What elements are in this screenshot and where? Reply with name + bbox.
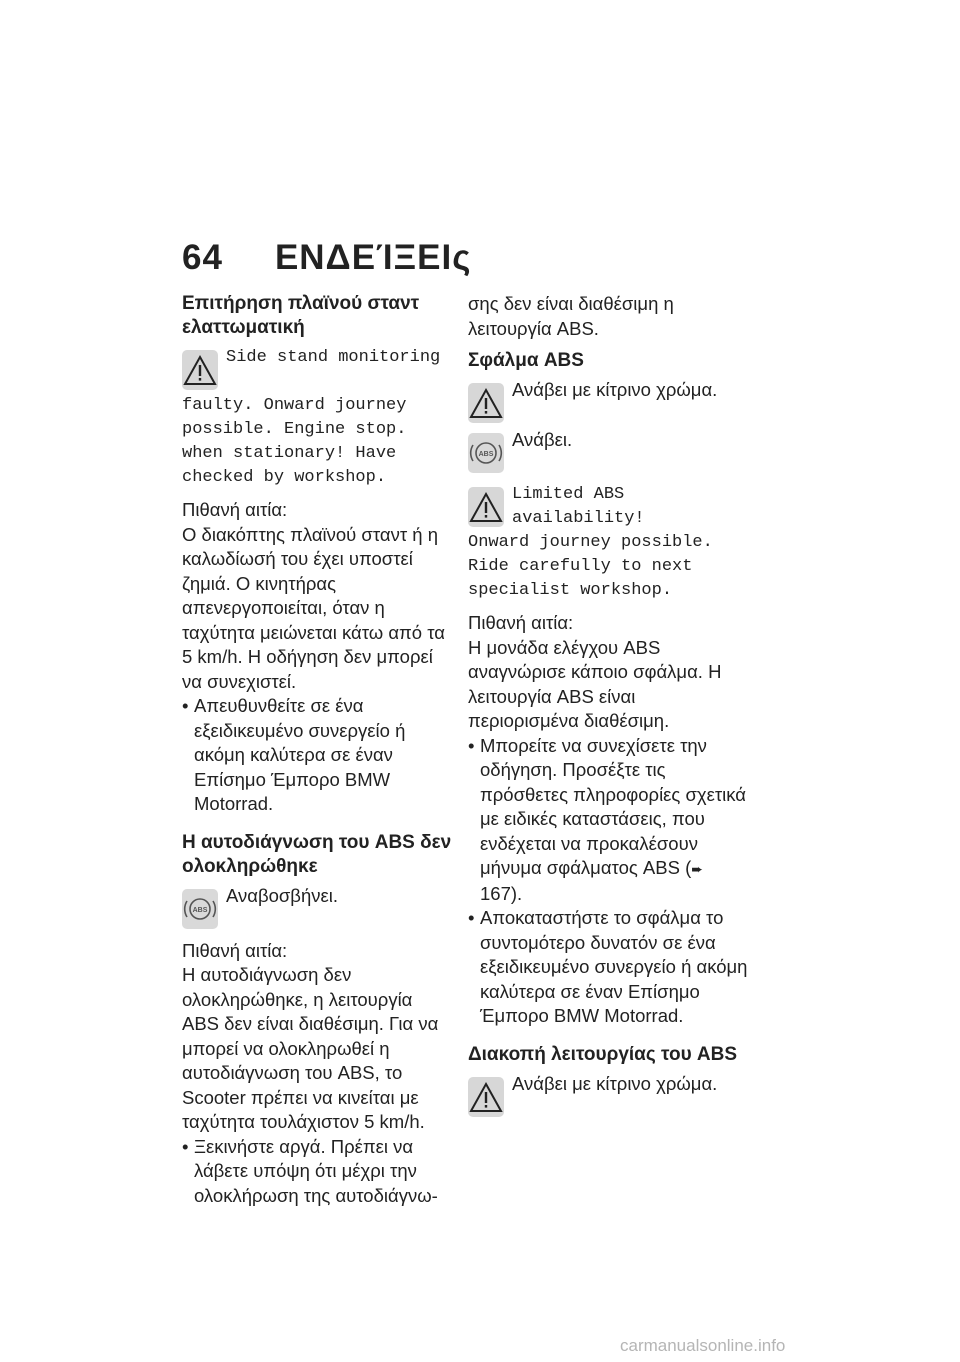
warning-triangle-icon — [468, 383, 504, 423]
cause-label: Πιθανή αιτία: — [182, 499, 288, 520]
page-number: 64 — [182, 238, 223, 277]
page-title — [182, 238, 471, 278]
chapter-title: ΕΝΔΕΊΞΕΙς — [274, 238, 472, 277]
warning-triangle-icon — [468, 487, 504, 527]
abs-fault-abs-status: Ανάβει. — [512, 429, 573, 450]
abs-selfdiag-status: Αναβοσβήνει. — [226, 884, 338, 906]
abs-off-warning-row — [468, 1073, 748, 1123]
abs-icon — [182, 889, 218, 929]
abs-fault-warning-row — [468, 379, 748, 429]
abs-off-warning-status: Ανάβει με κίτρινο χρώμα. — [512, 1072, 718, 1094]
abs-fault-abs-row — [468, 429, 748, 483]
side-stand-message-long: faulty. Onward journey possible. Engine stop. when stationary! Have checked by workshop. — [182, 396, 407, 487]
abs-fault-action-1 — [468, 734, 748, 907]
side-stand-warning-row — [182, 346, 452, 394]
cause-label: Πιθανή αιτία: — [468, 612, 574, 633]
right-column — [468, 292, 748, 1123]
svg-text:ABS: ABS — [192, 906, 208, 914]
continued-text: σης δεν είναι διαθέσιμη η λειτουργία ABS. — [468, 293, 674, 339]
section-heading-side-stand: Επιτήρηση πλαϊνού σταντ ελαττωματική — [182, 293, 420, 338]
abs-icon — [468, 433, 504, 473]
abs-fault-warning-status: Ανάβει με κίτρινο χρώμα. — [512, 379, 718, 400]
abs-selfdiag-cause: Η αυτοδιάγνωση δεν ολοκληρώθηκε, η λειτουργία ABS δεν είναι διαθέσιμη. Για να μπορεί να ολοκληρωθεί η αυτοδιάγνωση του ABS, το Scooter πρέπει να κινείται με ταχύτητα τουλάχιστον 5 km/h. — [182, 964, 439, 1132]
side-stand-cause: Ο διακόπτης πλαϊνού σταντ ή η καλωδίωσή του έχει υποστεί ζημιά. Ο κινητήρας απενεργοποιείται, όταν η ταχύτητα μειώνεται κάτω από τα 5 km/h. Η οδήγηση δεν μπορεί να συνεχιστεί. — [182, 523, 445, 692]
section-heading-abs-off: Διακοπή λειτουργίας του ABS — [468, 1043, 738, 1065]
cause-label: Πιθανή αιτία: — [182, 939, 288, 961]
warning-triangle-icon — [182, 350, 218, 390]
arrow-right-icon: ➨ — [691, 861, 703, 877]
section-heading-abs-fault: Σφάλμα ABS — [468, 350, 584, 371]
abs-limited-message-long: Onward journey possible. Ride carefully to next specialist workshop. — [468, 533, 713, 600]
abs-fault-action-2: • Αποκαταστήστε το σφάλμα το συντομότερο δυνατόν σε ένα εξειδικευμένο συνεργείο ή ακόμη καλύτερα σε έναν Επίσημο Έμπορο BMW Motorrad. — [468, 906, 748, 1029]
abs-limited-message-short: Limited ABS availability! — [512, 485, 645, 528]
abs-fault-cause: Η μονάδα ελέγχου ABS αναγνώρισε κάποιο σφάλμα. Η λειτουργία ABS είναι περιορισμένα διαθέσιμη. — [468, 636, 722, 731]
abs-fault-action-1-text: Μπορείτε να συνεχίσετε την οδήγηση. Προσέξτε τις πρόσθετες πληροφορίες σχετικά με ειδικές καταστάσεις, που ενδέχεται να προκαλέσουν μήνυμα σφάλματος ABS ( — [480, 734, 746, 878]
section-heading-abs-selfdiag: Η αυτοδιάγνωση του ABS δεν ολοκληρώθηκε — [182, 831, 452, 877]
abs-selfdiag-row — [182, 885, 452, 939]
left-column — [182, 292, 452, 1208]
watermark: carmanualsonline.info — [620, 1336, 786, 1355]
abs-selfdiag-action: • Ξεκινήστε αργά. Πρέπει να λάβετε υπόψη ότι μέχρι την ολοκλήρωση της αυτοδιάγνω- — [182, 1135, 452, 1209]
svg-text:ABS: ABS — [478, 451, 494, 458]
abs-limited-warning-row — [468, 483, 748, 531]
page-reference[interactable]: 167 — [480, 882, 511, 904]
abs-fault-action-1-end: ). — [510, 882, 523, 904]
warning-triangle-icon — [468, 1077, 504, 1117]
side-stand-action: • Απευθυνθείτε σε ένα εξειδικευμένο συνεργείο ή ακόμη καλύτερα σε έναν Επίσημο Έμπορο BMW Motorrad. — [182, 694, 452, 817]
side-stand-message-short: Side stand monitoring — [226, 348, 441, 367]
